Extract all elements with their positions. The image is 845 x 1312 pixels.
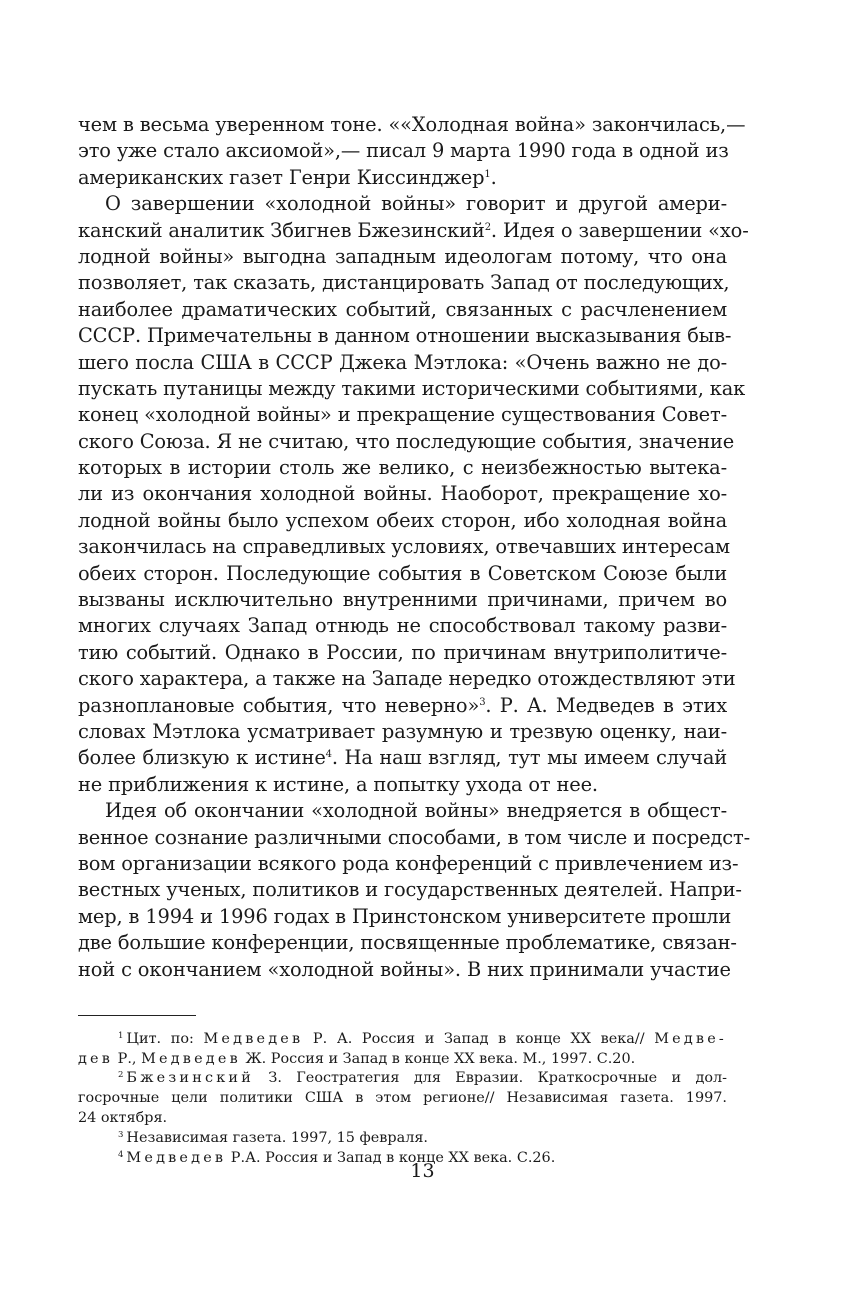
- text-line: две большие конференции, посвященные проблематике, связан-: [78, 931, 737, 955]
- footnote-divider: [78, 1015, 196, 1016]
- text-line: обеих сторон. Последующие события в Советском Союзе были: [78, 561, 727, 585]
- text-line: пускать путаницы между такими историческими событиями, как: [78, 376, 746, 400]
- text-line: вестных ученых, политиков и государственных деятелей. Напри-: [78, 878, 742, 902]
- body-text: [78, 112, 750, 983]
- footnote-1: $^1$ Цит. по: Медведев Р. А. Россия и Запад в конце ХХ века// Медве-: [118, 1030, 727, 1047]
- text-line: лодной войны было успехом обеих сторон, ибо холодная война: [78, 508, 727, 532]
- footnote-2-cont: госрочные цели политики США в этом регионе// Независимая газета. 1997.: [78, 1090, 727, 1107]
- text-line: венное сознание различными способами, в том числе и посредст-: [78, 825, 750, 849]
- text-line: тию событий. Однако в России, по причинам внутриполитиче-: [78, 640, 727, 664]
- text-line: СССР. Примечательны в данном отношении высказывания быв-: [78, 324, 732, 348]
- footnotes: [78, 1030, 727, 1169]
- text-line: чем в весьма уверенном тоне. ««Холодная война» закончилась,—: [78, 113, 746, 136]
- text-line: более близкую к истине$^4$. На наш взгляд, тут мы имеем случай: [78, 746, 727, 770]
- book-page: [78, 112, 750, 1168]
- footnote-2: $^2$ Бжезинский З. Геостратегия для Евразии. Краткосрочные и дол-: [118, 1070, 727, 1087]
- text-line: Идея об окончании «холодной войны» внедряется в общест-: [105, 799, 727, 823]
- footnote-ref: 4: [325, 749, 332, 761]
- text-line: ского характера, а также на Западе нередко отождествляют эти: [78, 667, 736, 691]
- text-line: канский аналитик Збигнев Бжезинский$^2$. Идея о завершении «хо-: [78, 218, 749, 242]
- footnote-2-cont: 24 октября.: [78, 1110, 168, 1127]
- text-line: лодной войны» выгодна западным идеологам потому, что она: [78, 244, 727, 268]
- text-line: вом организации всякого рода конференций с привлечением из-: [78, 851, 739, 875]
- text-line: наиболее драматических событий, связанных с расчленением: [78, 297, 727, 321]
- text-line: разноплановые события, что неверно»$^3$. Р. А. Медведев в этих: [78, 693, 727, 717]
- text-line: многих случаях Запад отнюдь не способствовал такому разви-: [78, 614, 727, 638]
- text-line: это уже стало аксиомой»,— писал 9 марта 1990 года в одной из: [78, 139, 729, 163]
- footnote-ref: 1: [484, 168, 491, 180]
- footnote-4: $^4$ Медведев Р.А. Россия и Запад в конце ХХ века. С.26.: [118, 1149, 556, 1166]
- text-line: О завершении «холодной войны» говорит и другой амери-: [105, 192, 727, 216]
- text-line: которых в истории столь же велико, с неизбежностью вытека-: [78, 456, 727, 480]
- text-line: шего посла США в СССР Джека Мэтлока: «Очень важно не до-: [78, 350, 727, 374]
- text-line: конец «холодной войны» и прекращение существования Совет-: [78, 403, 727, 427]
- text-line: мер, в 1994 и 1996 годах в Принстонском университете прошли: [78, 904, 732, 928]
- footnote-3: $^3$ Независимая газета. 1997, 15 февраля.: [118, 1129, 428, 1146]
- footnote-1-cont: дев Р., Медведев Ж. Россия и Запад в конце ХХ века. М., 1997. С.20.: [78, 1050, 636, 1067]
- text-line: ского Союза. Я не считаю, что последующие события, значение: [78, 429, 735, 453]
- text-line: американских газет Генри Киссинджер$^1$.: [78, 165, 497, 189]
- footnote-ref: 3: [479, 696, 486, 708]
- page-number: 13: [410, 1160, 435, 1182]
- text-line: позволяет, так сказать, дистанцировать Запад от последующих,: [78, 271, 730, 295]
- text-line: словах Мэтлока усматривает разумную и трезвую оценку, наи-: [78, 719, 727, 743]
- text-line: ли из окончания холодной войны. Наоборот, прекращение хо-: [78, 482, 727, 506]
- text-line: закончилась на справедливых условиях, отвечавших интересам: [78, 535, 730, 559]
- text-line: не приближения к истине, а попытку ухода от нее.: [78, 772, 598, 796]
- footnote-ref: 2: [484, 221, 491, 233]
- text-line: ной с окончанием «холодной войны». В них принимали участие: [78, 957, 731, 981]
- text-line: вызваны исключительно внутренними причинами, причем во: [78, 588, 727, 612]
